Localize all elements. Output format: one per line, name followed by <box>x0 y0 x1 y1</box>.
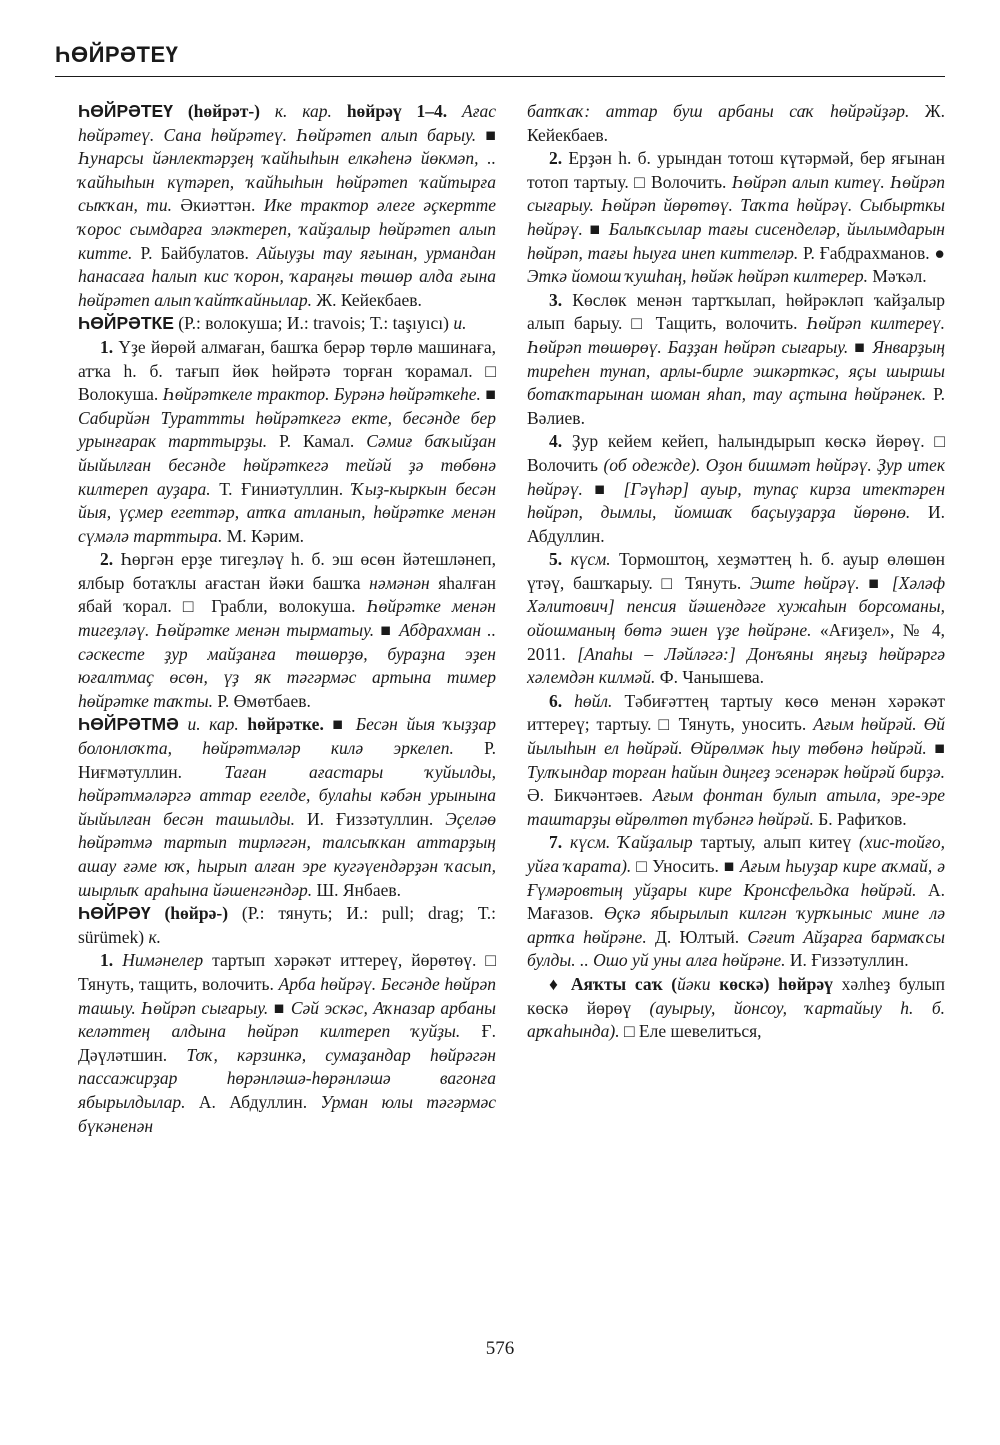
entry-heyrau: ҺӨЙРӘҮ (һөйрә-) (Р.: тянуть; И.: pull; drag; Т.: sürümek) к. <box>78 903 497 947</box>
sense-heyrau-2: 2. Ерҙән һ. б. урындан тотош күтәрмәй, бер яғынан тотоп тартыу. □ Волочить. Һөйрәп алып китеү. Һөйрәп сығарыу. Һөйрәп йөрөтөү. Таҡта һөйрәү. Сыбырткы һөйрәү. ■ Балыҡсылар тағы сисенделәр, йылымдарын һөйрәп, тағы һыуға инеп киттеләр. Р. Ғабдрахманов. ● Эткә йомош ҡушһаң, һөйәк һөйрәп килтерер. Мәҡәл. <box>527 148 945 287</box>
entry-heyrateu: ҺӨЙРӘТЕҮ (һөйрәт-) к. кар. һөйрәү 1–4. Ағас һөйрәтеү. Сана һөйрәтеү. Һөйрәтеп алып барыу. ■ Һунарсы йәнлектәрҙең ҡайһыһын елкәһенә йөкмәп, .. ҡайһыһын күтәреп, ҡайһыһын һөйрәтеп ҡайтырға сыҡҡан, ти. Әкиәттән. Ике трактор әлеге әҫкертте ҡорос сымдарға эләктереп, ҡайҙалыр һөйрәтеп алып китте. Р. Байбулатов. Айыуҙы тау яғынан, урмандан һанасаға һалып кис ҡорон, ҡараңғы төшөр алда ғына һөйрәтеп алып ҡайтҡайнылар. Ж. Кейекбаев. <box>78 101 497 310</box>
sense-heyrau-1-cont: батҡаҡ: аттар буш арбаны саҡ һөйрәйҙәр. Ж. Кейекбаев. <box>527 101 945 145</box>
entry-heyratke: ҺӨЙРӘТКЕ (Р.: волокуша; И.: travois; Т.: taşıyıcı) и. <box>78 313 467 334</box>
right-column <box>527 100 945 1044</box>
idiom-ayakty-sak: ♦ Аяҡты саҡ (йәки көскә) һөйрәү хәлһеҙ булып көскә йөрөү (ауырыу, йонсоу, ҡартайыу һ. б. арҡаһында). □ Еле шевелиться, <box>527 973 946 1042</box>
sense-heyrau-4: 4. Ҙур кейем кейеп, һалындырып көскә йөрөү. □ Волочить (об одежде). Оҙон бишмәт һөйрәү. Ҙур итек һөйрәү. ■ [Гәүһәр] ауыр, тупаҫ кирза итектәрен һөйрәп, дымлы, йомшаҡ баҫыуҙарҙа йөрөнө. И. Абдуллин. <box>527 431 945 546</box>
sense-heyrau-7: 7. күсм. Ҡайҙалыр тартыу, алып китеү (хис-тойғо, уйға ҡарата). □ Уносить. ■ Ағым һыуҙар кире аҡмай, ә Ғүмәровтың уйҙары кире Кронсфельдка һөйрәй. А. Мағазов. Өҫкә ябырылып килгән ҡурҡыныс мине лә артҡа һөйрәне. Д. Юлтый. Сәғит Айҙарға бармаҡсы булды. .. Ошо уй уны алға һөйрәне. И. Ғиззәтуллин. <box>527 832 946 971</box>
page-number: 576 <box>485 1338 515 1359</box>
entry-heyratma: ҺӨЙРӘТМӘ и. кар. һөйрәтке. ■ Бесән йыя ҡыҙҙар болонлоҡта, һөйрәтмәләр килә эркелеп. Р. Ниғмәтуллин. Таған ағастары ҡуйылды, һөйрәтмәләргә аттар егелде, булаһы кәбән урынына йыйылған бесән ташылды. И. Ғиззәтуллин. Эҫеләө һөйрәтмә тартып тирләгән, талсыҡкан аттарҙың ашау ғәме юҡ, һырып алған эре кугәүендәрҙән ҡасып, шырлыҡ араһына йәшенгәндәр. Ш. Янбаев. <box>78 714 497 900</box>
sense-heyratke-2: 2. Һөргән ерҙе тигеҙләү һ. б. эш өсөн йәтешләнеп, ялбыр ботаҡлы ағастан йәки башҡа нәмәнән яһалған ябай ҡорал. □ Грабли, волокуша. Һөйрәтке менән тигеҙләү. Һөйрәтке менән тырматыу. ■ Абдрахман .. сәскесте ҙур майҙанға төшөрҙө, бураҙна эҙен юғалтмаҫ өсөн, үҙ як тәгәрмәс артына тимер һөйрәтке таҡты. Р. Өмөтбаев. <box>78 549 497 711</box>
sense-heyrau-1: 1. Нимәнелер тартып хәрәкәт иттереү, йөрөтөү. □ Тянуть, тащить, волочить. Арба һөйрәү. Бесәнде һөйрәп ташыу. Һөйрәп сығарыу. ■ Сәй эскәс, Аҡназар арбаны келәттең алдына һөйрәп килтереп ҡуйҙы. Ғ. Дәүләтшин. Тоҡ, кәрзинкә, сумаҙандар һөйрәгән пассажирҙар һөрәнләшә-һөрәнләшә вагонға ябырылдылар. А. Абдуллин. Урман юлы тәгәрмәс бүкәненән <box>78 950 497 1136</box>
sense-heyrau-5: 5. күсм. Тормоштоң, хеҙмәттең һ. б. ауыр өлөшөн үтәү, башҡарыу. □ Тянуть. Эште һөйрәү. ■ [Хәләф Хәлитович] пенсия йәшендәге хужаһын борсоманы, ойошманың бөтә эшен үҙе һөйрәне. «Ағиҙел», № 4, 2011. [Апаһы – Ләйләгә:] Донъяны яңғыҙ һөйрәргә хәлемдән килмәй. Ф. Чанышева. <box>527 549 946 688</box>
left-column <box>78 100 496 1138</box>
sense-heyrau-3: 3. Көслөк менән тартҡылап, һөйрәкләп ҡайҙалыр алып барыу. □ Тащить, волочить. Һөйрәп килтереү. Һөйрәп төшөрөү. Баҙҙан һөйрәп сығарыу. ■ Январҙың тиреһен тунап, арлы-бирле эшкәрткәс, яҫы шыршы ботаҡтарынан шоман яһап, тау аҫтына һөйрәнек. Р. Вәлиев. <box>527 289 946 428</box>
sense-heyrau-6: 6. һөйл. Тәбиғәттең тартыу көсө менән хәрәкәт иттереү; тартыу. □ Тянуть, уносить. Ағым һөйрәй. Өй йылыһын ел һөйрәй. Өйрөлмәк һыу төбөнә һөйрәй. ■ Тулҡындар торған һайын диңгеҙ эсенәрәк һөйрәй бирҙә. Ә. Бикчәнтәев. Ағым фонтан булып атыла, эре-эре таштарҙы өйрөлтөп түбәнгә һөйрәй. Б. Рафиҡов. <box>527 690 946 829</box>
running-head: ҺӨЙРӘТЕҮ <box>55 42 179 67</box>
header-rule <box>55 76 945 77</box>
sense-heyratke-1: 1. Үҙе йөрөй алмаған, башҡа берәр төрлө машинаға, атҡа һ. б. тағып йөк һөйрәтә торған ҡорамал. □ Волокуша. Һөйрәткеле трактор. Бурәнә һөйрәткеһе. ■ Сабирйән Тураттты һөйрәткегә екте, бесәнде бер урынғарак тарттырҙы. Р. Камал. Сәмиғ баҡыйҙан йыйылған бесәнде һөйрәткегә тейәй ҙә төбөнә килтереп ауҙара. Т. Ғиниәтуллин. Ҡыҙ-кыркын бесән йыя, үҫмер егеттәр, атҡа атланып, һөйрәтке менән сүмәлә тарттыра. М. Кәрим. <box>78 336 497 546</box>
